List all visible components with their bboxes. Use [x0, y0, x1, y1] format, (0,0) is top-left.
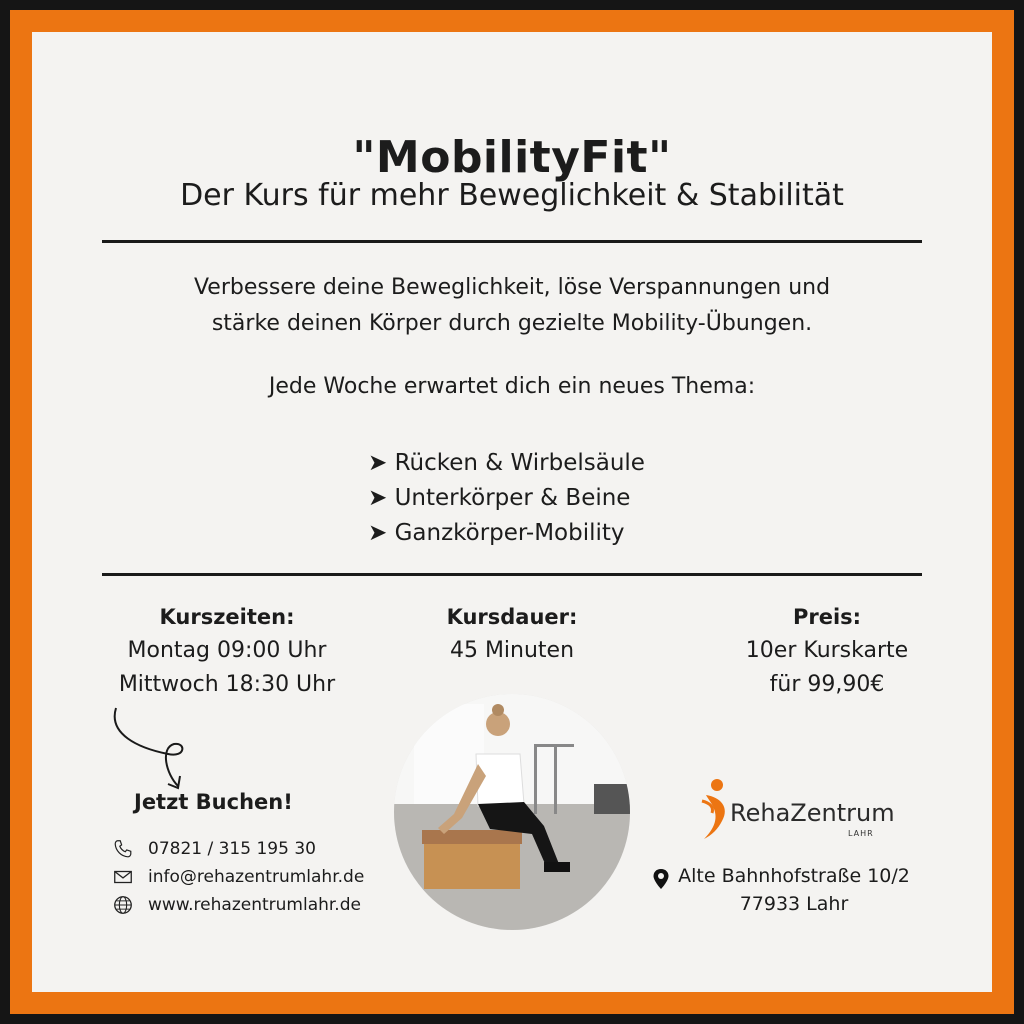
- topic-item: ➤ Ganzkörper-Mobility: [368, 520, 625, 546]
- course-title: "MobilityFit": [352, 132, 672, 183]
- address-city: 77933 Lahr: [739, 893, 849, 915]
- logo-subtext: LAHR: [848, 829, 874, 838]
- weekly-topic-intro: Jede Woche erwartet dich ein neues Thema:: [268, 374, 756, 399]
- globe-icon: [112, 894, 134, 916]
- curly-arrow-icon: [108, 704, 198, 794]
- duration-heading: Kursdauer:: [446, 605, 578, 629]
- duration-value: 45 Minuten: [449, 638, 575, 663]
- phone-icon: [112, 838, 134, 860]
- address-street: Alte Bahnhofstraße 10/2: [678, 865, 910, 887]
- schedule-heading: Kurszeiten:: [159, 605, 295, 629]
- schedule-block: [102, 600, 352, 702]
- figure-logo-icon: [700, 777, 734, 841]
- address-block: [652, 862, 912, 918]
- woman-on-box-illustration: [394, 694, 630, 930]
- price-block: [722, 600, 932, 702]
- price-line: für 99,90€: [769, 672, 885, 697]
- topic-list: [368, 446, 645, 551]
- price-line: 10er Kurskarte: [745, 638, 909, 663]
- mail-icon: [112, 866, 134, 888]
- logo-wordmark: [730, 799, 895, 827]
- schedule-line: Mittwoch 18:30 Uhr: [118, 672, 336, 697]
- topic-item: ➤ Unterkörper & Beine: [368, 485, 631, 511]
- course-subtitle: Der Kurs für mehr Beweglichkeit & Stabilität: [180, 178, 844, 213]
- website-url: www.rehazentrumlahr.de: [148, 895, 361, 915]
- rehazentrum-logo: [700, 777, 900, 847]
- email-contact[interactable]: [112, 866, 364, 888]
- topic-item: ➤ Rücken & Wirbelsäule: [368, 450, 645, 476]
- duration-block: [412, 600, 612, 668]
- divider-top: [102, 240, 922, 243]
- course-photo: [394, 694, 630, 930]
- schedule-line: Montag 09:00 Uhr: [127, 638, 327, 663]
- website-contact[interactable]: [112, 894, 361, 916]
- logo-wordmark-zentrum: Zentrum: [790, 799, 895, 827]
- divider-bottom: [102, 573, 922, 576]
- poster: [32, 32, 992, 992]
- phone-contact[interactable]: [112, 838, 316, 860]
- intro-text: [32, 270, 992, 342]
- intro-line-1: Verbessere deine Beweglichkeit, löse Verspannungen und: [193, 275, 831, 300]
- phone-number: 07821 / 315 195 30: [148, 839, 316, 859]
- logo-wordmark-reha: Reha: [730, 799, 791, 827]
- email-address: info@rehazentrumlahr.de: [148, 867, 365, 887]
- book-now-label[interactable]: Jetzt Buchen!: [134, 790, 293, 814]
- price-heading: Preis:: [792, 605, 862, 629]
- intro-line-2: stärke deinen Körper durch gezielte Mobility-Übungen.: [211, 311, 813, 336]
